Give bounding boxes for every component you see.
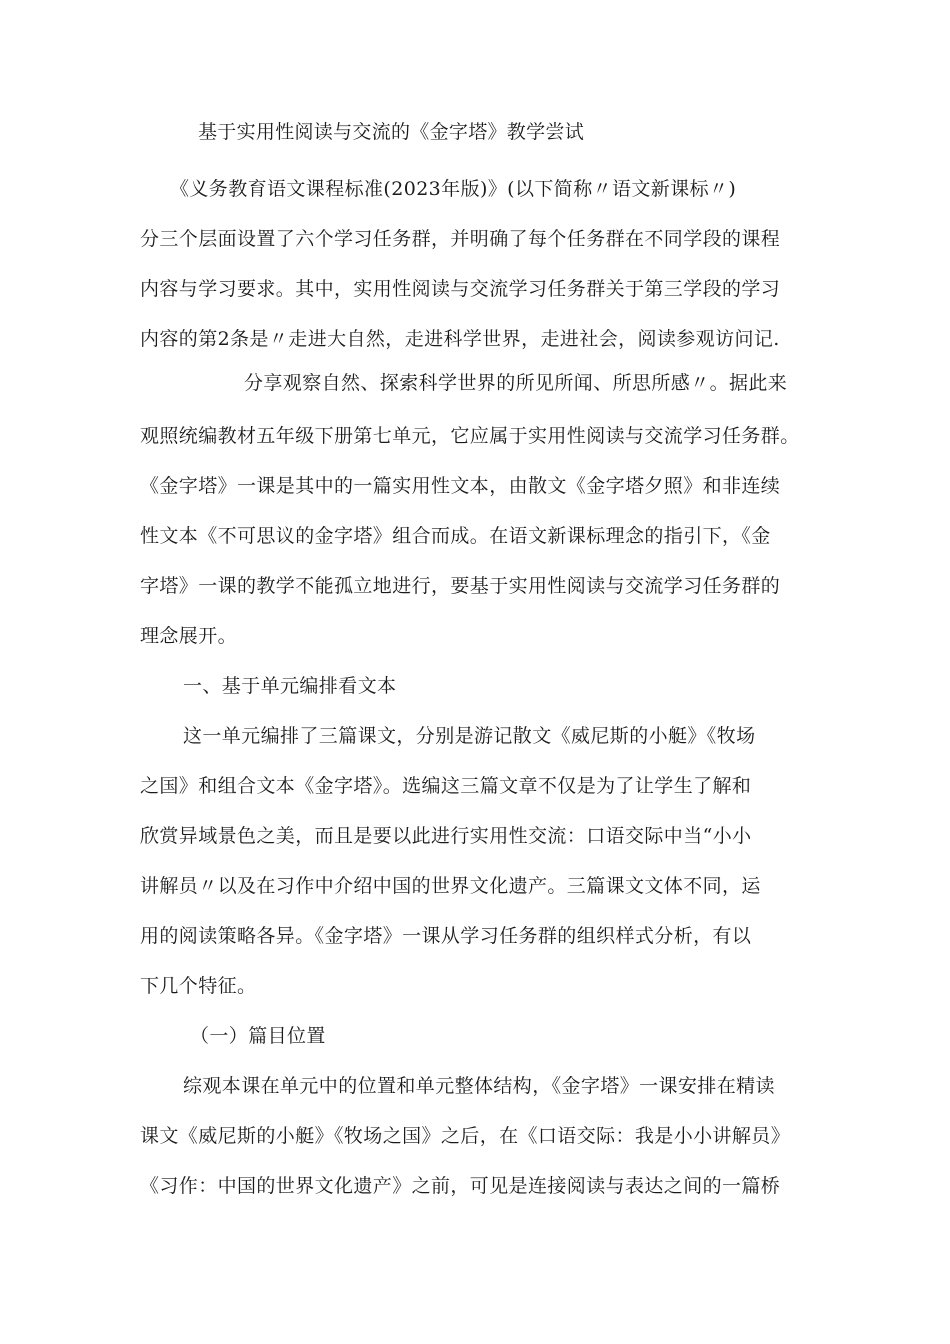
- paragraph-line: 欣赏异域景色之美，而且是要以此进行实用性交流：口语交际中当“小小: [140, 825, 752, 847]
- section-heading: 一、基于单元编排看文本: [183, 675, 397, 697]
- page-title: 基于实用性阅读与交流的《金字塔》教学尝试: [198, 121, 585, 143]
- paragraph-line: 《义务教育语文课程标准(2023年版)》(以下简称〃语文新课标〃): [170, 178, 737, 200]
- paragraph-line: 综观本课在单元中的位置和单元整体结构，《金字塔》一课安排在精读: [183, 1075, 775, 1097]
- paragraph-line: 《习作：中国的世界文化遗产》之前，可见是连接阅读与表达之间的一篇桥: [140, 1175, 781, 1197]
- paragraph-line: 字塔》一课的教学不能孤立地进行，要基于实用性阅读与交流学习任务群的: [140, 575, 781, 597]
- paragraph-line: 性文本《不可思议的金字塔》组合而成。在语文新课标理念的指引下，《金: [140, 525, 771, 547]
- paragraph-line: 之国》和组合文本《金字塔》。选编这三篇文章不仅是为了让学生了解和: [140, 775, 752, 797]
- paragraph-line: 内容的第2条是〃走进大自然，走进科学世界，走进社会，阅读参观访问记.: [140, 328, 780, 350]
- paragraph-line: 讲解员〃以及在习作中介绍中国的世界文化遗产。三篇课文文体不同，运: [140, 875, 761, 897]
- paragraph-line: 内容与学习要求。其中，实用性阅读与交流学习任务群关于第三学段的学习: [140, 278, 781, 300]
- paragraph-line: 观照统编教材五年级下册第七单元，它应属于实用性阅读与交流学习任务群。: [140, 425, 800, 447]
- paragraph-line: 分三个层面设置了六个学习任务群，并明确了每个任务群在不同学段的课程: [140, 228, 781, 250]
- paragraph-line: 课文《威尼斯的小艇》《牧场之国》之后，在《口语交际：我是小小讲解员》: [140, 1125, 791, 1147]
- paragraph-line: 《金字塔》一课是其中的一篇实用性文本，由散文《金字塔夕照》和非连续: [140, 475, 781, 497]
- paragraph-line: 下几个特征。: [140, 975, 257, 997]
- subsection-heading: （一）篇目位置: [190, 1025, 326, 1047]
- paragraph-line: 分享观察自然、探索科学世界的所见所闻、所思所感〃。据此来: [244, 372, 788, 394]
- paragraph-line: 理念展开。: [140, 625, 238, 647]
- paragraph-line: 这一单元编排了三篇课文，分别是游记散文《威尼斯的小艇》《牧场: [183, 725, 756, 747]
- paragraph-line: 用的阅读策略各异。《金字塔》一课从学习任务群的组织样式分析，有以: [140, 925, 752, 947]
